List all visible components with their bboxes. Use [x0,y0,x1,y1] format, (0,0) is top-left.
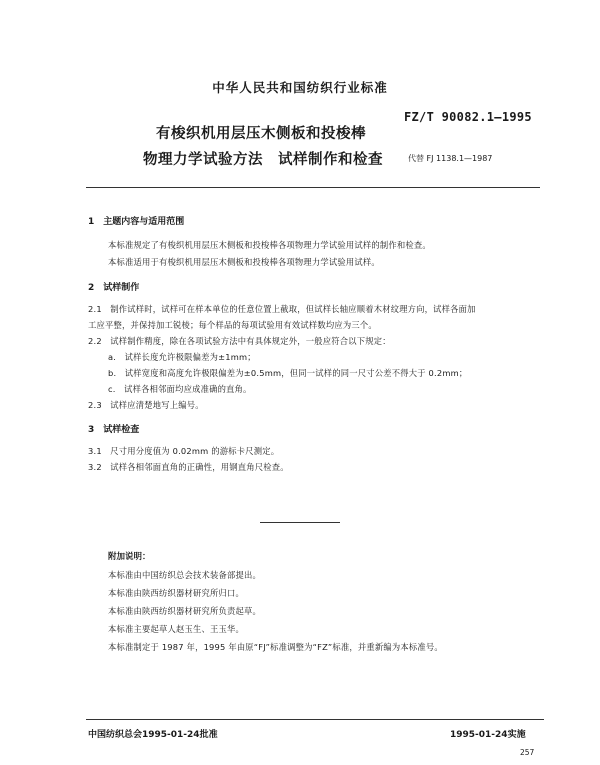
clause-2-1-line-2: 工应平整，并保持加工锐棱；每个样品的每项试验用有效试样数均应为三个。 [88,320,377,330]
issuing-organization: 中华人民共和国纺织行业标准 [212,80,388,95]
list-item: a. 试样长度允许极限偏差为±1mm； [108,352,256,362]
notes-title: 附加说明： [108,552,151,562]
section-1-paragraph-1: 本标准规定了有梭织机用层压木侧板和投梭棒各项物理力学试验用试样的制作和检查。 [108,240,431,250]
header-divider [86,187,540,188]
page-number: 257 [520,748,535,757]
footer-divider [86,719,544,720]
list-item: b. 试样宽度和高度允许极限偏差为±0.5mm，但同一试样的同一尺寸公差不得大于 0.2mm； [108,368,468,378]
note-line: 本标准由中国纺织总会技术装备部提出。 [108,570,261,580]
clause-2-2: 2.2 试样制作精度，除在各项试验方法中有具体规定外，一般应符合以下规定： [88,336,391,346]
list-item: c. 试样各相邻面均应成准确的直角。 [108,384,252,394]
section-1-heading: 1 主题内容与适用范围 [88,217,185,227]
replaces-standard: 代替 FJ 1138.1—1987 [408,154,493,163]
note-line: 本标准制定于 1987 年，1995 年由原“FJ”标准调整为“FZ”标准，并重新编为本标准号。 [108,642,443,652]
notes-divider [260,522,340,523]
standard-number: FZ/T 90082.1—1995 [404,110,532,124]
clause-3-2: 3.2 试样各相邻面直角的正确性，用钢直角尺检查。 [88,462,289,472]
note-line: 本标准由陕西纺织器材研究所归口。 [108,588,244,598]
note-line: 本标准主要起草人赵玉生、王玉华。 [108,624,244,634]
clause-2-3: 2.3 试样应清楚地写上编号。 [88,400,204,410]
note-line: 本标准由陕西纺织器材研究所负责起草。 [108,606,261,616]
approval-date: 中国纺织总会1995-01-24批准 [88,730,218,740]
implementation-date: 1995-01-24实施 [450,730,526,740]
document-title-line2: 物理力学试验方法 试样制作和检查 [143,152,383,168]
document-title-line1: 有梭织机用层压木侧板和投梭棒 [156,126,366,142]
clause-2-1-line-1: 2.1 制作试样时，试样可在样本单位的任意位置上截取，但试样长轴应顺着木材纹理方向，试样各面加 [88,304,476,314]
section-2-heading: 2 试样制作 [88,283,140,293]
section-3-heading: 3 试样检查 [88,425,140,435]
section-1-paragraph-2: 本标准适用于有梭织机用层压木侧板和投梭棒各项物理力学试验用试样。 [108,257,380,267]
clause-3-1: 3.1 尺寸用分度值为 0.02mm 的游标卡尺测定。 [88,446,280,456]
